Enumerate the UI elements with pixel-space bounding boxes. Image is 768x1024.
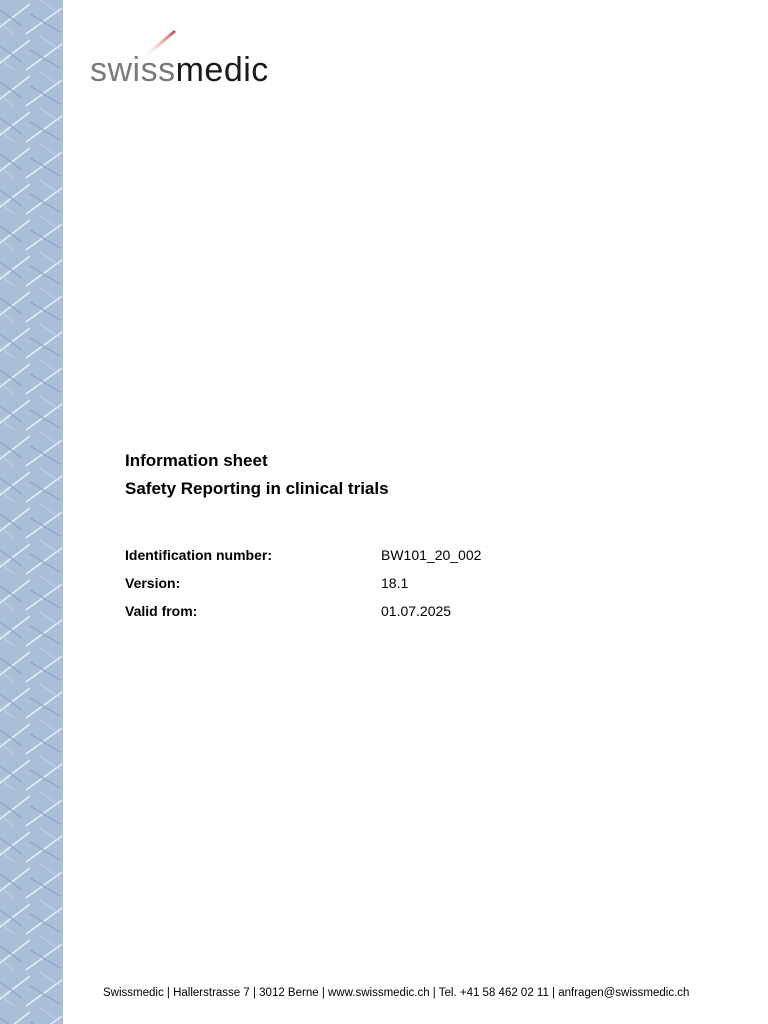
- logo-wordmark-dark: medic: [175, 51, 269, 89]
- meta-label: Identification number:: [125, 547, 272, 563]
- page-footer: Swissmedic | Hallerstrasse 7 | 3012 Berne | www.swissmedic.ch | Tel. +41 58 462 02 11 | anfragen@swissmedic.ch: [103, 987, 690, 999]
- meta-value: 18.1: [381, 575, 409, 591]
- meta-value: 01.07.2025: [381, 603, 452, 619]
- logo-wordmark-light: swiss: [90, 51, 176, 89]
- meta-value: BW101_20_002: [381, 547, 482, 563]
- document-type: Information sheet: [125, 451, 268, 470]
- meta-row-identification: [125, 541, 685, 569]
- logo-wordmark: [90, 50, 269, 90]
- meta-row-version: [125, 569, 685, 597]
- meta-label: Version:: [125, 575, 181, 591]
- decorative-side-band: [0, 0, 63, 1024]
- meta-label: Valid from:: [125, 603, 198, 619]
- swissmedic-logo: [90, 28, 280, 92]
- document-title-block: [125, 447, 725, 503]
- document-title: Safety Reporting in clinical trials: [125, 479, 389, 498]
- document-metadata: [125, 541, 685, 625]
- meta-row-valid-from: [125, 597, 685, 625]
